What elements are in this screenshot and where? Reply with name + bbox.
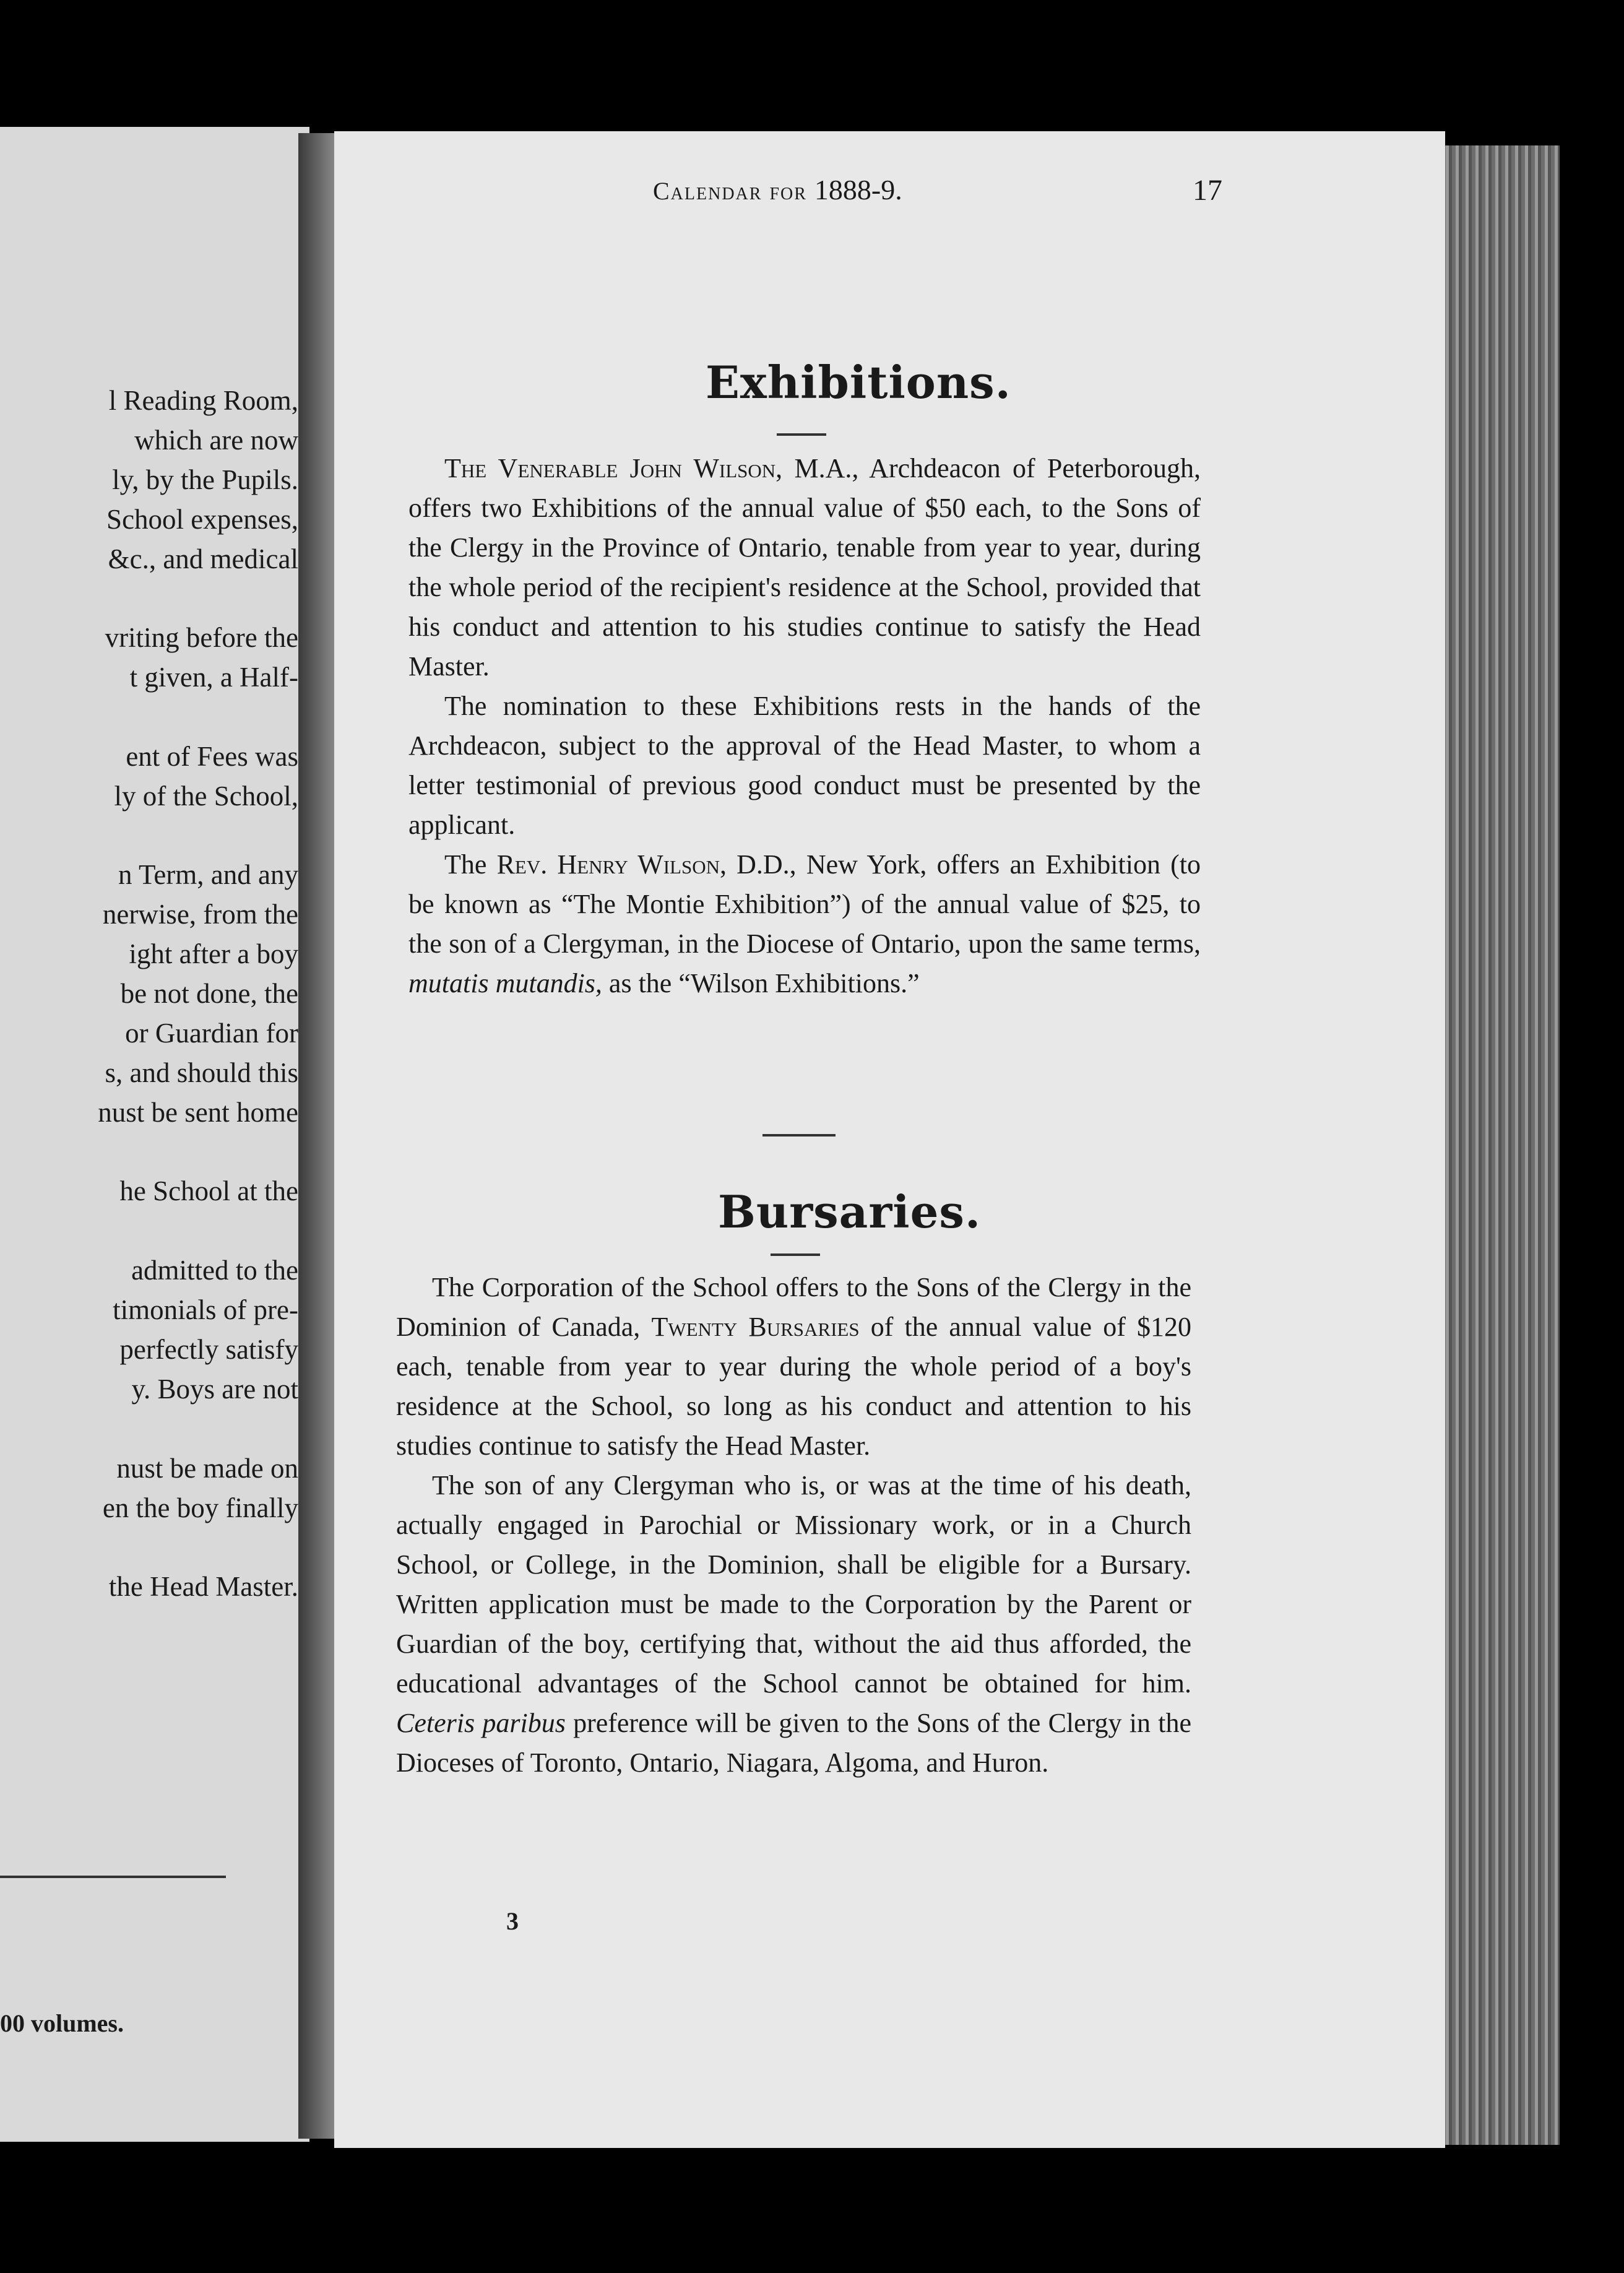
text-run: of the annual value of $120 each, tenable from year to year during the whole period of a boy's residence at the School, so long as his conduct and attention to his studies continue to satisfy the Head Master.: [396, 1312, 1191, 1461]
left-line: nust be made on: [116, 1453, 298, 1484]
page-edges: [1442, 145, 1560, 2145]
italic-phrase: mutatis mutandis,: [408, 968, 602, 998]
left-footnote: 00 volumes.: [0, 2009, 124, 2037]
left-line: ight after a boy: [129, 938, 298, 969]
small-caps-phrase: Twenty Bursaries: [651, 1312, 860, 1342]
bursaries-heading: Bursaries.: [718, 1185, 982, 1238]
paragraph: [408, 449, 1201, 686]
left-line: ent of Fees was: [126, 741, 298, 772]
left-line: timonials of pre-: [113, 1294, 298, 1325]
italic-phrase: Ceteris paribus: [396, 1708, 566, 1738]
running-head-year: 1888-9.: [814, 174, 902, 206]
left-line: ly of the School,: [114, 781, 298, 812]
left-page: [0, 127, 309, 2142]
running-header: [322, 173, 1222, 210]
right-page: [334, 131, 1445, 2148]
text-run: The Corporation of the School offers to the Sons of the Clergy in the Dominion of Canada,: [396, 1272, 1191, 1342]
left-line: en the boy finally: [102, 1492, 298, 1523]
left-line: s, and should this: [105, 1057, 298, 1088]
paragraph: The nomination to these Exhibitions rests in the hands of the Archdeacon, subject to the approval of the Head Master, to whom a letter testimonial of previous good conduct must be presented by the applicant.: [408, 691, 1201, 840]
text-run: The son of any Clergyman who is, or was at the time of his death, actually engaged in Parochial or Missionary work, or in a Church School, or College, in the Dominion, shall be eligible for a Bursary. Written application must be made to the Corporation by the Parent or Guardian of the boy, certifying that, without the aid thus afforded, the educational advantages of the School cannot be obtained for him.: [396, 1470, 1191, 1699]
left-line: ly, by the Pupils.: [112, 464, 298, 495]
left-line: the Head Master.: [108, 1571, 298, 1602]
left-line: School expenses,: [106, 504, 298, 535]
left-line: be not done, the: [120, 978, 298, 1009]
exhibitions-text: [408, 449, 1201, 1003]
left-line: he School at the: [119, 1175, 298, 1206]
name-small-caps: Rev. Henry Wilson,: [496, 849, 727, 880]
bursaries-text: [396, 1268, 1191, 1783]
left-line: vriting before the: [105, 622, 298, 653]
left-line: perfectly satisfy: [119, 1334, 298, 1365]
name-small-caps: The Venerable John Wilson,: [444, 453, 783, 483]
page-number: 17: [1193, 174, 1222, 207]
left-line: nerwise, from the: [102, 899, 298, 930]
footnote-rule: [0, 1876, 226, 1878]
exhibitions-heading: Exhibitions.: [706, 356, 1011, 409]
left-line: y. Boys are not: [131, 1374, 298, 1405]
left-line: t given, a Half-: [129, 662, 298, 693]
running-head: [653, 173, 902, 206]
left-line: admitted to the: [131, 1255, 298, 1286]
text-run: preference will be given to the Sons of the Clergy in the Dioceses of Toronto, Ontario, Niagara, Algoma, and Huron.: [396, 1708, 1191, 1778]
section-divider: [762, 1134, 836, 1136]
left-line: nust be sent home: [98, 1097, 298, 1128]
left-line: l Reading Room,: [108, 385, 298, 416]
heading-rule: [777, 433, 826, 436]
left-line: n Term, and any: [118, 859, 298, 890]
paragraph: [408, 845, 1201, 1003]
paragraph: [396, 1466, 1191, 1783]
book-gutter: [298, 133, 335, 2139]
signature-mark: 3: [506, 1907, 519, 1935]
paragraph: [396, 1268, 1191, 1466]
text-run: The: [444, 849, 497, 880]
running-head-text: Calendar for: [653, 177, 807, 205]
heading-rule: [771, 1253, 820, 1256]
text-run: as the “Wilson Exhibitions.”: [602, 968, 920, 998]
left-line: which are now: [134, 425, 298, 456]
text-run: M.A., Archdeacon of Peterborough, offers two Exhibitions of the annual value of $50 each, to the Sons of the Clergy in the Province of Ontario, tenable from year to year, during the whole period of the recipient's residence at the School, provided that his conduct and attention to his studies continue to satisfy the Head Master.: [408, 453, 1201, 682]
text-run: D.D., New York, offers an Exhibition (to be known as “The Montie Exhibition”) of the annual value of $25, to the son of a Clergyman, in the Diocese of Ontario, upon the same terms,: [408, 849, 1201, 959]
left-line: or Guardian for: [125, 1018, 298, 1049]
left-line: &c., and medical: [108, 543, 298, 574]
